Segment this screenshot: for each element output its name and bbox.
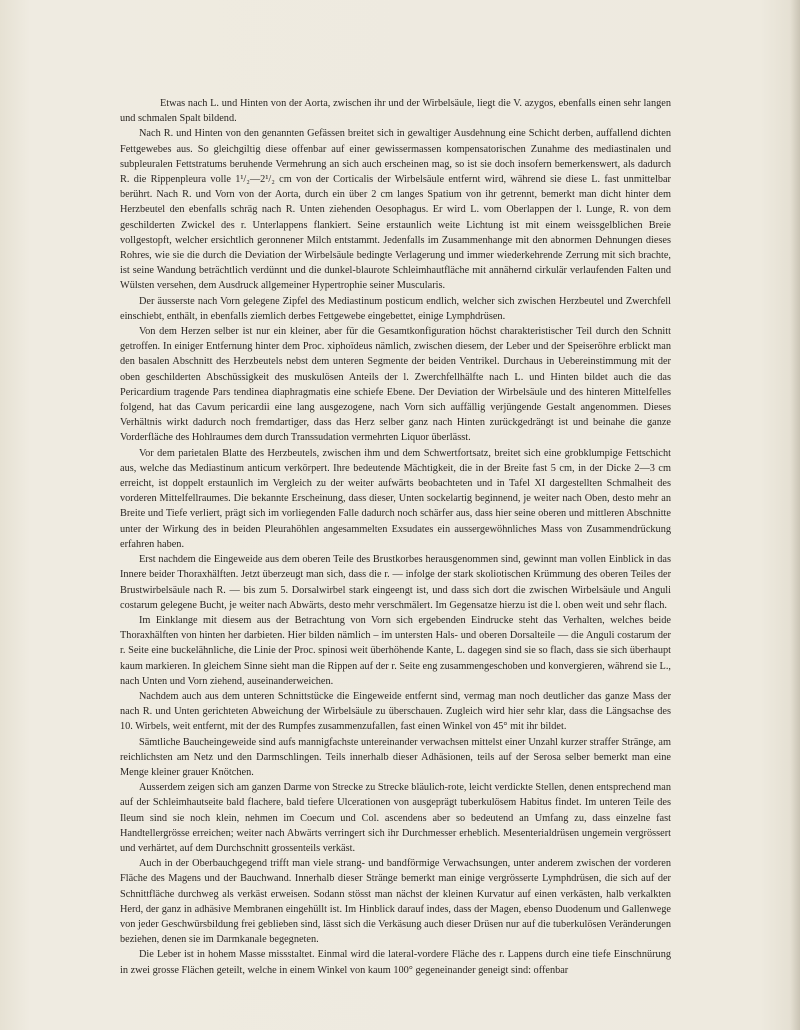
paragraph: Ausserdem zeigen sich am ganzen Darme von Strecke zu Strecke bläulich-rote, leicht verdickte Stellen, denen entsprechend man auf der Schleimhautseite bald flachere, bald tiefere Ulcerationen von ausgeprägt tuberkulösem Habitus findet. Im unteren Teile des Ileum sind sie noch klein, nehmen im Coecum und Col. ascendens aber so bedeutend an Umfang zu, dass einzelne fast Handtellergrösse erreichen; weiter nach Abwärts verringert sich ihr Durchmesser erheblich. Mesenterialdrüsen ungemein vergrössert und verhärtet, auf dem Durchschnitt grossenteils verkäst. [120, 782, 671, 854]
paragraph: Vor dem parietalen Blatte des Herzbeutels, zwischen ihm und dem Schwertfortsatz, breitet sich eine grobklumpige Fettschicht aus, welche das Mediastinum anticum verkörpert. Ihre bedeutende Mächtigkeit, die in der Breite fast 5 cm, in der Dicke 2—3 cm erreicht, ist doppelt erstaunlich im Vergleich zu der weiter aufwärts beobachteten und in Tafel XI dargestellten Schmalheit des vorderen Mittelfellraumes. Die bekannte Erscheinung, dass dieser, Unten sockelartig beginnend, je weiter nach Oben, desto mehr an Breite und Tiefe verliert, prägt sich im vorliegenden Falle dadurch noch schärfer aus, dass hier seine oberen und mittleren Abschnitte unter der Wirkung des in beiden Pleurahöhlen angesammelten Exsudates ein aussergewöhnliches Mass von Zusammendrückung erfahren haben. [120, 447, 671, 550]
paragraph: Der äusserste nach Vorn gelegene Zipfel des Mediastinum posticum endlich, welcher sich zwischen Herzbeutel und Zwerchfell einschiebt, enthält, in ebenfalls ziemlich derbes Fettgewebe eingebettet, einige Lymphdrüsen. [120, 295, 671, 322]
paragraph: Etwas nach L. und Hinten von der Aorta, zwischen ihr und der Wirbelsäule, liegt die V. azygos, ebenfalls einen sehr langen und schmalen Spalt bildend. [120, 98, 671, 125]
paragraph: Nach R. und Hinten von den genannten Gefässen breitet sich in gewaltiger Ausdehnung eine Schicht derben, auffallend dichten Fettgewebes aus. So gleichgiltig diese offenbar auf einer gewissermassen kompensatorischen Zunahme des mediastinalen und subpleuralen Fettstratums beruhende Vermehrung an sich auch erscheinen mag, so ist sie doch insofern bemerkenswert, als dadurch R. die Rippenpleura volle 1¹/₂—2¹/₂ cm von der Corticalis der Wirbelsäule entfernt wird, während sie diese L. fast unmittelbar berührt. Nach R. und Vorn von der Aorta, durch ein über 2 cm langes Spatium von ihr getrennt, bemerkt man dicht hinter dem Herzbeutel den ebenfalls schräg nach R. Unten ziehenden Oesophagus. Er wird L. vom Oberlappen der l. Lunge, R. von dem geschilderten Zwickel des r. Unterlappens flankiert. Seine erstaunlich weite Lichtung ist mit einem weissgelblichen Breie vollgestopft, welcher ersichtlich geronnener Milch entstammt. Jedenfalls im Zusammenhange mit den abnormen Dehnungen dieses Rohres, wie sie die durch die Deviation der Wirbelsäule bedingte Verlagerung und immer wiederkehrende Zerrung mit sich brachte, ist seine Wandung beträchtlich verdünnt und die dunkel-blaurote Schleimhautfläche mit annähernd cirkulär verlaufenden Falten und Wülsten versehen, dem Ausdruck allgemeiner Hypertrophie seiner Muscularis. [120, 128, 671, 292]
body-text [120, 96, 671, 978]
paragraph: Von dem Herzen selber ist nur ein kleiner, aber für die Gesamtkonfiguration höchst charakteristischer Teil durch den Schnitt getroffen. In einiger Entfernung hinter dem Proc. xiphoïdeus nämlich, zwischen diesem, der Leber und der Speiseröhre erblickt man den basalen Abschnitt des Herzbeutels nebst dem unteren Segmente der beiden Ventrikel. Durchaus in Uebereinstimmung mit der oben geschilderten Abschüssigkeit des muskulösen Anteils der l. Zwerchfellhälfte nach L. und Hinten bildet auch die das Pericardium tragende Pars tendinea diaphragmatis eine schiefe Ebene. Der Deviation der Wirbelsäule und des hinteren Mittelfelles folgend, hat das Cavum pericardii eine lang ausgezogene, nach Vorn sich auffällig verjüngende Gestalt angenommen. Dieses Verhältnis wirkt dadurch noch fremdartiger, dass das Herz selber ganz nach Hinten zurückgedrängt ist und beinahe die ganze Vorderfläche des Hohlraumes dem durch Transsudation vermehrten Liquor überlässt. [120, 326, 671, 444]
paragraph: Nachdem auch aus dem unteren Schnittstücke die Eingeweide entfernt sind, vermag man noch deutlicher das ganze Mass der nach R. und Unten gerichteten Abweichung der Wirbelsäule zu überschauen. Zugleich wird hier sehr klar, dass die Längsachse des 10. Wirbels, weit entfernt, mit der des Rumpfes zusammenzufallen, fast einen Winkel von 45° mit ihr bildet. [120, 690, 671, 733]
paragraph: Auch in der Oberbauchgegend trifft man viele strang- und bandförmige Verwachsungen, unter anderem zwischen der vorderen Fläche des Magens und der Bauchwand. Innerhalb dieser Stränge bemerkt man einige vergrösserte Lymphdrüsen, die sich auf der Schnittfläche durchweg als verkäst erweisen. Sodann stösst man nächst der kleinen Kurvatur auf einen verkästen, halb verkalkten Herd, der ganz in adhäsive Membranen eingehüllt ist. Im Hinblick darauf indes, dass der Magen, ebenso Duodenum und Gallenwege von jeder Geschwürsbildung frei geblieben sind, lässt sich die Verkäsung auch dieser Drüsen nur auf die tuberkulösen Veränderungen beziehen, denen sie im Darmkanale begegneten. [120, 858, 671, 946]
paragraph: Erst nachdem die Eingeweide aus dem oberen Teile des Brustkorbes herausgenommen sind, gewinnt man vollen Einblick in das Innere beider Thoraxhälften. Jetzt überzeugt man sich, dass die r. — infolge der stark skoliotischen Krümmung des oberen Teiles der Brustwirbelsäule nach R. — bis zum 5. Dorsalwirbel stark eingeengt ist, und dass sich dort die zwischen Wirbelsäule und Anguli costarum gelegene Bucht, je weiter nach Abwärts, desto mehr verschmälert. Im Gegensatze hierzu ist die l. oben weit und sehr flach. [120, 554, 671, 611]
paragraph: Sämtliche Baucheingeweide sind aufs mannigfachste untereinander verwachsen mittelst einer Unzahl kurzer straffer Stränge, am reichlichsten am Netz und den Darmschlingen. Teils innerhalb dieser Adhäsionen, teils auf der Serosa selber bemerkt man eine Menge kleiner grauer Knötchen. [120, 736, 671, 778]
paragraph: Im Einklange mit diesem aus der Betrachtung von Vorn sich ergebenden Eindrucke steht das Verhalten, welches beide Thoraxhälften von hinten her darbieten. Hier bilden nämlich – im untersten Hals- und oberen Dorsalteile — die Anguli costarum der r. Seite eine buckelähnliche, die Linie der Proc. spinosi weit überhöhende Kante, L. dagegen sind sie so flach, dass sie sich überhaupt kaum markieren. In gleichem Sinne sieht man die Rippen auf der r. Seite eng zusammengeschoben und konvergieren, während sie L., nach Unten und Vorn ziehend, auseinanderweichen. [120, 614, 671, 687]
paragraph: Die Leber ist in hohem Masse missstaltet. Einmal wird die lateral-vordere Fläche des r. Lappens durch eine tiefe Einschnürung in zwei grosse Flächen geteilt, welche in einem Winkel von kaum 100° gegeneinander geneigt sind: offenbar [120, 949, 671, 976]
